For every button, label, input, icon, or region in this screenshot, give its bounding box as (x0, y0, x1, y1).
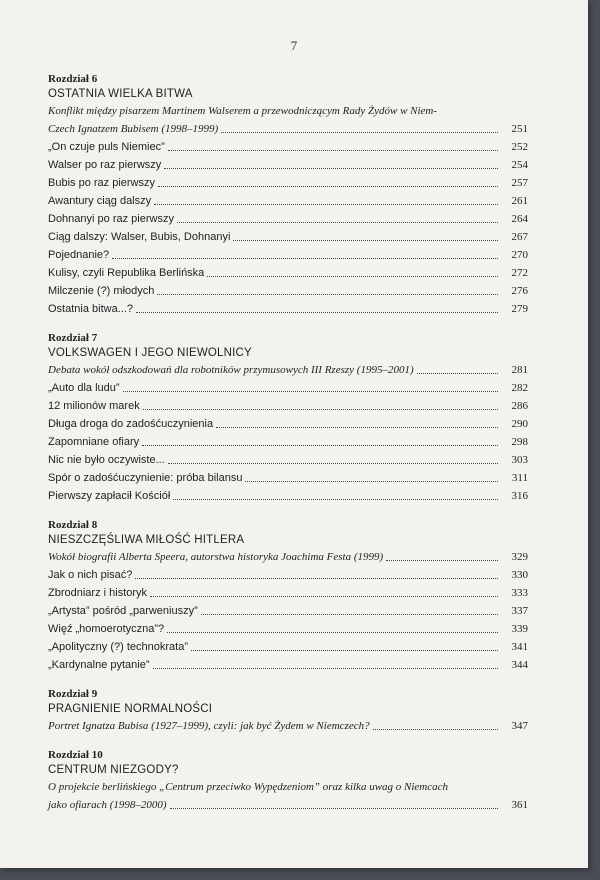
dot-leader (386, 560, 498, 561)
toc-entry (48, 451, 528, 469)
dot-leader (173, 499, 498, 500)
toc-entry-title: Pojednanie? (48, 249, 110, 261)
table-of-contents (48, 72, 528, 827)
toc-entry-title: Debata wokół odszkodowań dla robotników przymusowych III Rzeszy (1995–2001) (48, 364, 414, 376)
toc-entry (48, 138, 528, 156)
toc-entry (48, 120, 528, 138)
toc-entry (48, 228, 528, 246)
dot-leader (112, 258, 498, 259)
toc-entry (48, 717, 528, 735)
toc-entry-title: „Artysta” pośród „parweniuszy” (48, 605, 198, 617)
chapter-description: Konflikt między pisarzem Martinem Walserem a przewodniczącym Rady Żydów w Niem- (48, 105, 438, 117)
dot-leader (142, 445, 498, 446)
toc-entry-page: 257 (511, 177, 528, 189)
toc-entry (48, 174, 528, 192)
toc-entry-page: 341 (511, 641, 528, 653)
dot-leader (373, 729, 498, 730)
dot-leader (143, 409, 498, 410)
toc-entry-page: 330 (511, 569, 528, 581)
toc-entry-page: 279 (511, 303, 528, 315)
toc-entry (48, 656, 528, 674)
dot-leader (201, 614, 498, 615)
page-number: 7 (290, 38, 298, 53)
dot-leader (135, 578, 498, 579)
toc-entry-page: 251 (511, 123, 528, 135)
chapter-section (48, 331, 528, 505)
toc-entry-title: „On czuje puls Niemiec” (48, 141, 165, 153)
toc-entry (48, 210, 528, 228)
toc-entry-title: Dohnanyi po raz pierwszy (48, 213, 174, 225)
toc-entry-title: Wokół biografii Alberta Speera, autorstwa historyka Joachima Festa (1999) (48, 551, 384, 563)
dot-leader (233, 240, 498, 241)
chapter-heading: Rozdział 9 (48, 688, 98, 700)
toc-entry-title: „Apolityczny (?) technokrata” (48, 641, 188, 653)
toc-entry (48, 192, 528, 210)
chapter-heading: Rozdział 8 (48, 519, 98, 531)
chapter-title: CENTRUM NIEZGODY? (48, 764, 179, 776)
toc-entry-page: 290 (511, 418, 528, 430)
toc-entry-page: 267 (511, 231, 528, 243)
toc-entry (48, 584, 528, 602)
dot-leader (417, 373, 498, 374)
toc-entry-page: 270 (511, 249, 528, 261)
toc-entry-page: 316 (511, 490, 528, 502)
toc-entry-page: 311 (511, 472, 528, 484)
dot-leader (245, 481, 498, 482)
chapter-heading: Rozdział 7 (48, 332, 98, 344)
toc-entry-page: 282 (511, 382, 528, 394)
toc-entry-title: Długa droga do zadośćuczynienia (48, 418, 214, 430)
dot-leader (150, 596, 498, 597)
dot-leader (123, 391, 498, 392)
chapter-section (48, 518, 528, 674)
toc-entry-page: 281 (511, 364, 528, 376)
toc-entry-page: 276 (511, 285, 528, 297)
toc-entry-page: 329 (511, 551, 528, 563)
toc-entry (48, 487, 528, 505)
toc-entry-page: 252 (511, 141, 528, 153)
toc-entry (48, 796, 528, 814)
dot-leader (136, 312, 498, 313)
toc-entry (48, 361, 528, 379)
toc-entry (48, 566, 528, 584)
toc-entry-page: 254 (511, 159, 528, 171)
toc-entry-title: „Kardynalne pytanie” (48, 659, 150, 671)
toc-entry (48, 620, 528, 638)
chapter-section (48, 687, 528, 735)
dot-leader (168, 463, 498, 464)
toc-entry-title: Czech Ignatzem Bubisem (1998–1999) (48, 123, 219, 135)
dot-leader (154, 204, 498, 205)
toc-entry-page: 298 (511, 436, 528, 448)
toc-entry-page: 303 (511, 454, 528, 466)
toc-entry (48, 264, 528, 282)
dot-leader (207, 276, 498, 277)
toc-entry-page: 264 (511, 213, 528, 225)
toc-entry-title: Bubis po raz pierwszy (48, 177, 155, 189)
toc-entry-title: Portret Ignatza Bubisa (1927–1999), czyli: jak być Żydem w Niemczech? (48, 720, 370, 732)
toc-entry-title: Zapomniane ofiary (48, 436, 140, 448)
toc-entry-title: Awantury ciąg dalszy (48, 195, 152, 207)
toc-entry (48, 282, 528, 300)
toc-entry-title: jako ofiarach (1998–2000) (48, 799, 167, 811)
toc-entry-page: 261 (511, 195, 528, 207)
chapter-title: NIESZCZĘŚLIWA MIŁOŚĆ HITLERA (48, 534, 245, 546)
toc-entry-title: „Auto dla ludu” (48, 382, 120, 394)
toc-entry-title: Jak o nich pisać? (48, 569, 133, 581)
dot-leader (221, 132, 498, 133)
toc-entry (48, 415, 528, 433)
chapter-description: O projekcie berlińskiego „Centrum przeciwko Wypędzeniom” oraz kilka uwag o Niemcach (48, 781, 449, 793)
chapter-section (48, 748, 528, 814)
dot-leader (157, 294, 498, 295)
dot-leader (167, 632, 498, 633)
dot-leader (153, 668, 498, 669)
toc-entry (48, 638, 528, 656)
toc-entry-page: 347 (511, 720, 528, 732)
toc-entry (48, 469, 528, 487)
toc-entry (48, 548, 528, 566)
toc-entry-title: Nic nie było oczywiste... (48, 454, 165, 466)
dot-leader (158, 186, 498, 187)
toc-entry-page: 272 (511, 267, 528, 279)
chapter-title: VOLKSWAGEN I JEGO NIEWOLNICY (48, 347, 252, 359)
toc-entry-page: 337 (511, 605, 528, 617)
toc-entry (48, 602, 528, 620)
toc-entry-page: 344 (511, 659, 528, 671)
chapter-section (48, 72, 528, 318)
toc-entry (48, 379, 528, 397)
toc-entry-title: Spór o zadośćuczynienie: próba bilansu (48, 472, 243, 484)
toc-entry-title: Walser po raz pierwszy (48, 159, 162, 171)
toc-entry (48, 156, 528, 174)
dot-leader (168, 150, 498, 151)
dot-leader (191, 650, 498, 651)
toc-entry-page: 361 (511, 799, 528, 811)
toc-entry (48, 433, 528, 451)
toc-entry-title: Więź „homoerotyczna”? (48, 623, 165, 635)
dot-leader (170, 808, 498, 809)
toc-entry-title: Ostatnia bitwa...? (48, 303, 133, 315)
chapter-title: PRAGNIENIE NORMALNOŚCI (48, 703, 213, 715)
toc-entry (48, 246, 528, 264)
toc-entry-page: 286 (511, 400, 528, 412)
toc-entry-title: Ciąg dalszy: Walser, Bubis, Dohnanyi (48, 231, 231, 243)
toc-entry-page: 339 (511, 623, 528, 635)
toc-entry (48, 397, 528, 415)
toc-entry-page: 333 (511, 587, 528, 599)
chapter-title: OSTATNIA WIELKA BITWA (48, 88, 193, 100)
chapter-heading: Rozdział 6 (48, 73, 98, 85)
chapter-heading: Rozdział 10 (48, 749, 103, 761)
toc-entry (48, 300, 528, 318)
toc-entry-title: 12 milionów marek (48, 400, 140, 412)
toc-entry-title: Kulisy, czyli Republika Berlińska (48, 267, 205, 279)
dot-leader (177, 222, 498, 223)
toc-entry-title: Zbrodniarz i historyk (48, 587, 148, 599)
dot-leader (216, 427, 498, 428)
dot-leader (164, 168, 498, 169)
toc-entry-title: Pierwszy zapłacił Kościół (48, 490, 171, 502)
toc-entry-title: Milczenie (?) młodych (48, 285, 155, 297)
